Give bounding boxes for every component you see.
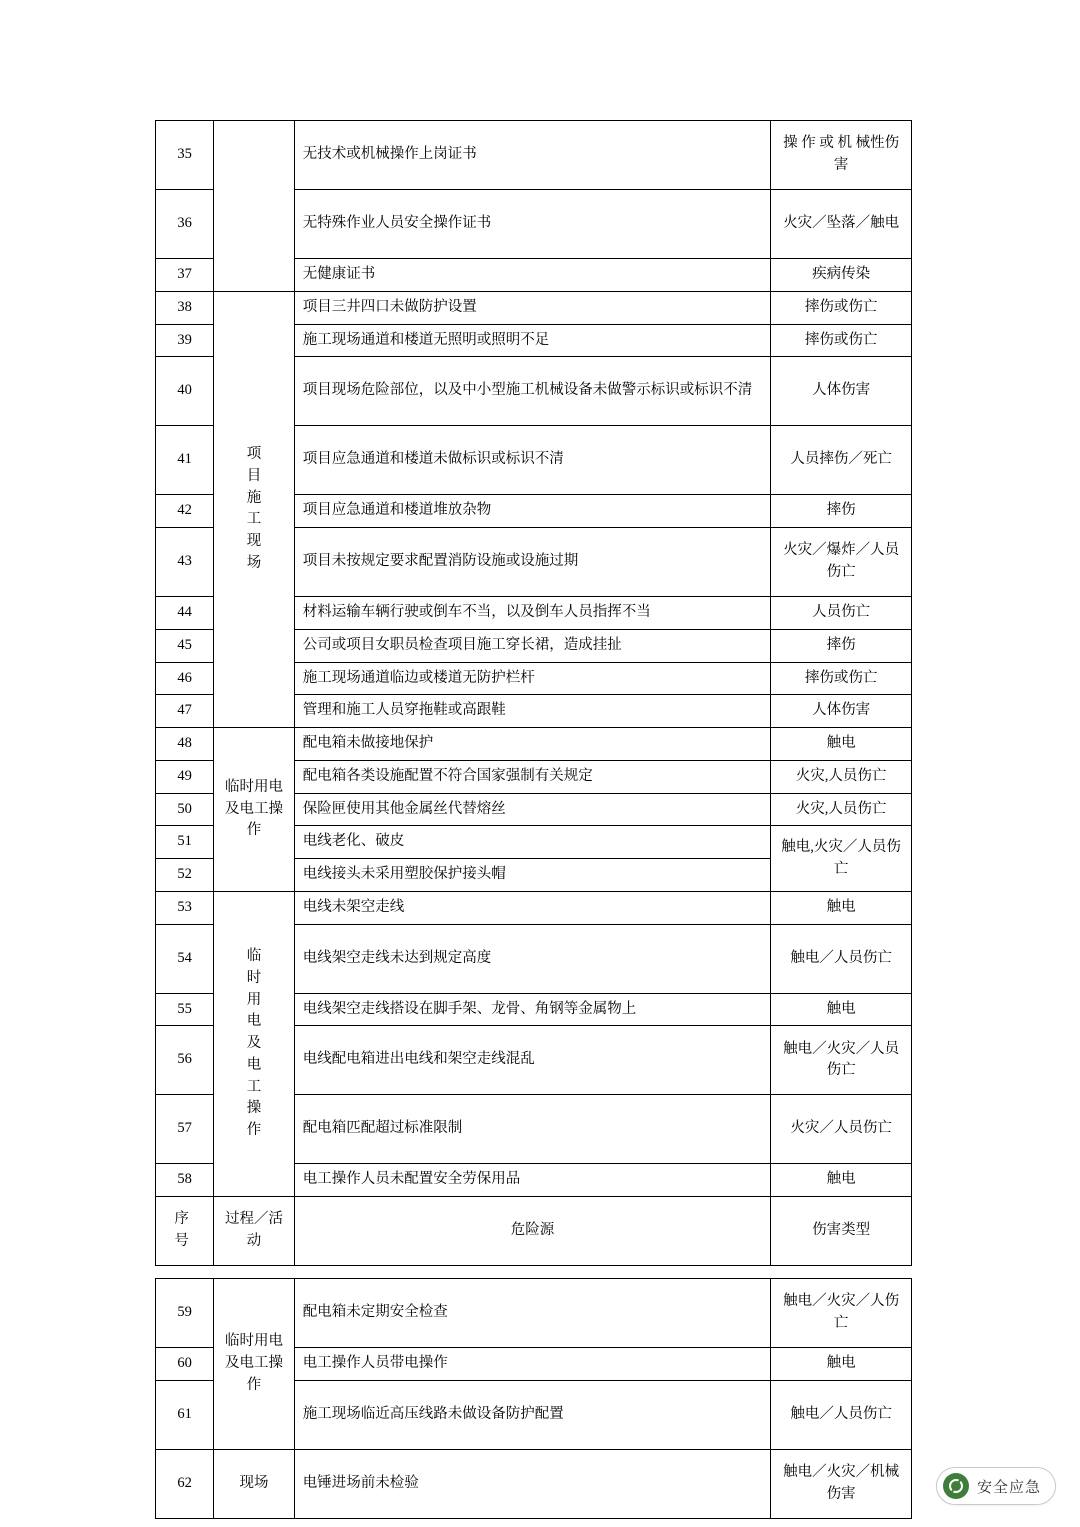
table-row — [156, 891, 912, 924]
row-harm: 触电／火灾／人员伤亡 — [771, 1026, 912, 1095]
row-harm: 火灾／坠落／触电 — [771, 190, 912, 259]
row-harm: 摔伤 — [771, 495, 912, 528]
row-process — [214, 121, 294, 292]
row-source: 项目三井四口未做防护设置 — [294, 291, 771, 324]
row-no: 49 — [156, 760, 214, 793]
row-harm: 火灾,人员伤亡 — [771, 793, 912, 826]
row-source: 无技术或机械操作上岗证书 — [294, 121, 771, 190]
row-harm: 火灾／人员伤亡 — [771, 1095, 912, 1164]
table-row — [156, 121, 912, 190]
row-source: 电线配电箱进出电线和架空走线混乱 — [294, 1026, 771, 1095]
row-harm: 触电 — [771, 993, 912, 1026]
row-process-temp-power-1 — [214, 728, 294, 892]
row-no: 56 — [156, 1026, 214, 1095]
row-harm: 摔伤 — [771, 629, 912, 662]
row-source: 电线接头未采用塑胶保护接头帽 — [294, 859, 771, 892]
row-harm: 疾病传染 — [771, 259, 912, 292]
row-source: 配电箱未做接地保护 — [294, 728, 771, 761]
row-no: 41 — [156, 426, 214, 495]
row-source: 施工现场通道和楼道无照明或照明不足 — [294, 324, 771, 357]
row-harm: 人员伤亡 — [771, 597, 912, 630]
row-harm: 触电 — [771, 1164, 912, 1197]
row-no: 45 — [156, 629, 214, 662]
row-no: 44 — [156, 597, 214, 630]
row-no: 62 — [156, 1449, 214, 1518]
row-process-site — [214, 1449, 294, 1518]
watermark-badge — [936, 1467, 1056, 1505]
row-harm: 触电／人员伤亡 — [771, 924, 912, 993]
table-row — [156, 728, 912, 761]
row-process-label: 临时用电及电工操作 — [246, 948, 263, 1138]
row-source: 保险匣使用其他金属丝代替熔丝 — [294, 793, 771, 826]
row-no: 48 — [156, 728, 214, 761]
row-no: 37 — [156, 259, 214, 292]
column-header-process: 过程／活动 — [214, 1197, 294, 1266]
row-harm: 触电,火灾／人员伤亡 — [771, 826, 912, 892]
row-source: 电线老化、破皮 — [294, 826, 771, 859]
table-row — [156, 291, 912, 324]
row-harm: 摔伤或伤亡 — [771, 662, 912, 695]
row-no: 58 — [156, 1164, 214, 1197]
row-harm: 操 作 或 机 械性伤害 — [771, 121, 912, 190]
row-no: 61 — [156, 1380, 214, 1449]
row-no: 38 — [156, 291, 214, 324]
row-source: 施工现场临近高压线路未做设备防护配置 — [294, 1380, 771, 1449]
row-no: 46 — [156, 662, 214, 695]
row-no: 51 — [156, 826, 214, 859]
row-no: 60 — [156, 1348, 214, 1381]
row-source: 无特殊作业人员安全操作证书 — [294, 190, 771, 259]
watermark-label: 安全应急 — [976, 1478, 1041, 1496]
row-no: 50 — [156, 793, 214, 826]
row-no: 54 — [156, 924, 214, 993]
row-harm: 人体伤害 — [771, 357, 912, 426]
column-header-harm: 伤害类型 — [771, 1197, 912, 1266]
row-source: 电线架空走线未达到规定高度 — [294, 924, 771, 993]
row-no: 53 — [156, 891, 214, 924]
row-harm: 摔伤或伤亡 — [771, 291, 912, 324]
row-process-label: 临时用电及电工操作 — [225, 1333, 283, 1393]
row-source: 电锤进场前未检验 — [294, 1449, 771, 1518]
row-source: 项目现场危险部位，以及中小型施工机械设备未做警示标识或标识不清 — [294, 357, 771, 426]
table-header-row — [156, 1197, 912, 1266]
row-no: 59 — [156, 1279, 214, 1348]
hazard-source-table — [155, 120, 912, 1519]
row-harm: 摔伤或伤亡 — [771, 324, 912, 357]
row-source: 电线未架空走线 — [294, 891, 771, 924]
row-source: 管理和施工人员穿拖鞋或高跟鞋 — [294, 695, 771, 728]
row-source: 项目应急通道和楼道堆放杂物 — [294, 495, 771, 528]
row-no: 39 — [156, 324, 214, 357]
row-no: 55 — [156, 993, 214, 1026]
row-harm: 触电／火灾／机械伤害 — [771, 1449, 912, 1518]
row-process-temp-power-2 — [214, 891, 294, 1196]
row-no: 52 — [156, 859, 214, 892]
row-no: 42 — [156, 495, 214, 528]
row-no: 35 — [156, 121, 214, 190]
row-harm: 触电 — [771, 891, 912, 924]
row-source: 电工操作人员带电操作 — [294, 1348, 771, 1381]
row-no: 40 — [156, 357, 214, 426]
row-harm: 触电 — [771, 728, 912, 761]
row-process-label: 临时用电及电工操作 — [225, 778, 283, 839]
row-source: 项目未按规定要求配置消防设施或设施过期 — [294, 528, 771, 597]
table-row — [156, 1279, 912, 1348]
row-process-project-site — [214, 291, 294, 727]
row-harm: 触电 — [771, 1348, 912, 1381]
row-no: 43 — [156, 528, 214, 597]
row-process-temp-power-3 — [214, 1279, 294, 1450]
column-header-source: 危险源 — [294, 1197, 771, 1266]
table-spacer — [156, 1266, 912, 1279]
row-harm: 人体伤害 — [771, 695, 912, 728]
row-source: 无健康证书 — [294, 259, 771, 292]
row-source: 电工操作人员未配置安全劳保用品 — [294, 1164, 771, 1197]
row-harm: 火灾,人员伤亡 — [771, 760, 912, 793]
row-source: 施工现场通道临边或楼道无防护栏杆 — [294, 662, 771, 695]
row-source: 配电箱未定期安全检查 — [294, 1279, 771, 1348]
row-no: 47 — [156, 695, 214, 728]
row-source: 配电箱匹配超过标准限制 — [294, 1095, 771, 1164]
row-harm: 人员摔伤／死亡 — [771, 426, 912, 495]
row-source: 配电箱各类设施配置不符合国家强制有关规定 — [294, 760, 771, 793]
row-process-label: 现场 — [239, 1474, 269, 1491]
row-source: 电线架空走线搭设在脚手架、龙骨、角钢等金属物上 — [294, 993, 771, 1026]
row-source: 材料运输车辆行驶或倒车不当，以及倒车人员指挥不当 — [294, 597, 771, 630]
table-row — [156, 1449, 912, 1518]
row-no: 36 — [156, 190, 214, 259]
row-harm: 触电／人员伤亡 — [771, 1380, 912, 1449]
row-no: 57 — [156, 1095, 214, 1164]
row-harm: 火灾／爆炸／人员伤亡 — [771, 528, 912, 597]
row-process-label: 项目施工现场 — [246, 446, 263, 571]
row-source: 公司或项目女职员检查项目施工穿长裙，造成挂扯 — [294, 629, 771, 662]
row-source: 项目应急通道和楼道未做标识或标识不清 — [294, 426, 771, 495]
row-harm: 触电／火灾／人伤亡 — [771, 1279, 912, 1348]
column-header-no: 序 号 — [156, 1197, 214, 1266]
safety-emergency-logo-icon — [943, 1473, 969, 1499]
